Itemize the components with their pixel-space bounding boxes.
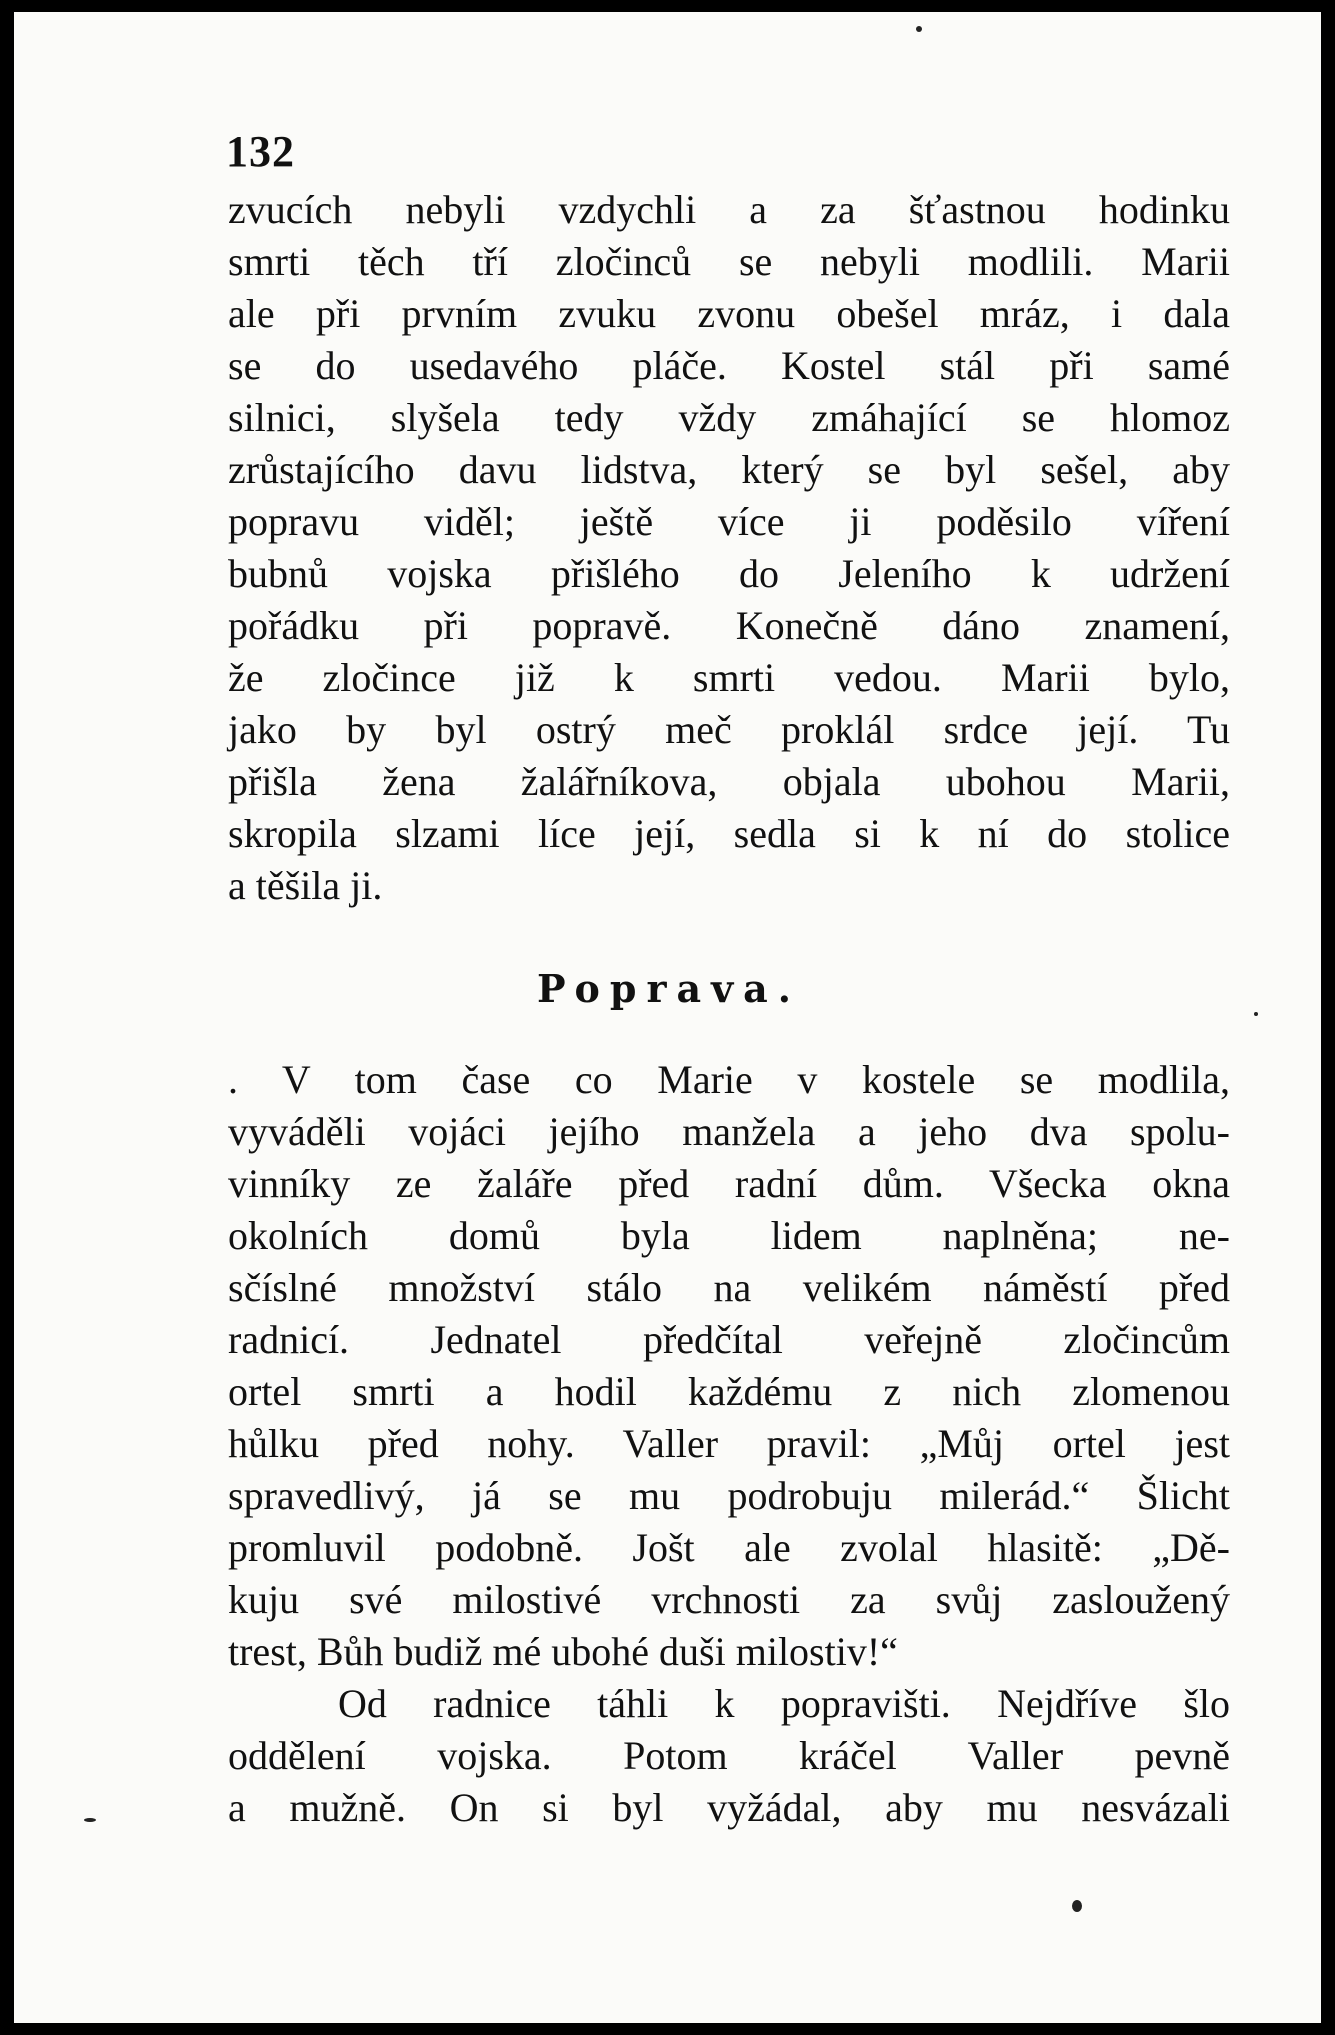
- text-line: ale při prvním zvuku zvonu obešel mráz, i dala: [228, 291, 1230, 336]
- text-line: trest, Bůh budiž mé ubohé duši milostiv!“: [228, 1629, 898, 1674]
- text-line: promluvil podobně. Jošt ale zvolal hlasitě: „Dě-: [228, 1525, 1230, 1570]
- scan-speck: [84, 1818, 96, 1822]
- text-line: zrůstajícího davu lidstva, který se byl sešel, aby: [228, 447, 1230, 492]
- text-line: a těšila ji.: [228, 863, 383, 908]
- text-line: . V tom čase co Marie v kostele se modlila,: [228, 1057, 1230, 1102]
- text-line: ortel smrti a hodil každému z nich zlomenou: [228, 1369, 1230, 1414]
- scan-speck: [1072, 1900, 1082, 1912]
- text-line: smrti těch tří zločinců se nebyli modlili. Marii: [228, 239, 1230, 284]
- text-line: kuju své milostivé vrchnosti za svůj zasloužený: [228, 1577, 1230, 1622]
- text-line: že zločince již k smrti vedou. Marii bylo,: [228, 655, 1230, 700]
- text-line: radnicí. Jednatel předčítal veřejně zločincům: [228, 1317, 1230, 1362]
- text-line: jako by byl ostrý meč proklál srdce její. Tu: [228, 707, 1230, 752]
- text-line: spravedlivý, já se mu podrobuju milerád.“ Šlicht: [228, 1473, 1230, 1518]
- page-number: 132: [226, 127, 295, 176]
- text-line: okolních domů byla lidem naplněna; ne-: [228, 1213, 1230, 1258]
- text-line: pořádku při popravě. Konečně dáno znamení,: [228, 603, 1230, 648]
- text-line: silnici, slyšela tedy vždy zmáhající se hlomoz: [228, 395, 1230, 440]
- text-line: a mužně. On si byl vyžádal, aby mu nesvázali: [228, 1785, 1230, 1830]
- text-line: popravu viděl; ještě více ji poděsilo víření: [228, 499, 1230, 544]
- text-line: bubnů vojska přišlého do Jeleního k udržení: [228, 551, 1230, 596]
- section-heading: Poprava.: [536, 966, 802, 1011]
- text-line: sčíslné množství stálo na velikém náměstí před: [228, 1265, 1230, 1310]
- text-line: se do usedavého pláče. Kostel stál při samé: [228, 343, 1230, 388]
- text-line: vyváděli vojáci jejího manžela a jeho dva spolu-: [228, 1109, 1230, 1154]
- text-line: skropila slzami líce její, sedla si k ní do stolice: [228, 811, 1230, 856]
- text-line: přišla žena žalářníkova, objala ubohou Marii,: [228, 759, 1230, 804]
- text-line: zvucích nebyli vzdychli a za šťastnou hodinku: [228, 187, 1230, 232]
- text-line: hůlku před nohy. Valler pravil: „Můj ortel jest: [228, 1421, 1230, 1466]
- scan-speck: [916, 26, 922, 32]
- text-line: Od radnice táhli k popravišti. Nejdříve šlo: [338, 1681, 1230, 1726]
- book-page: [14, 12, 1321, 2023]
- text-column: [228, 12, 1230, 2023]
- text-line: vinníky ze žaláře před radní dům. Všecka okna: [228, 1161, 1230, 1206]
- text-line: oddělení vojska. Potom kráčel Valler pevně: [228, 1733, 1230, 1778]
- scan-speck: [1254, 1012, 1258, 1016]
